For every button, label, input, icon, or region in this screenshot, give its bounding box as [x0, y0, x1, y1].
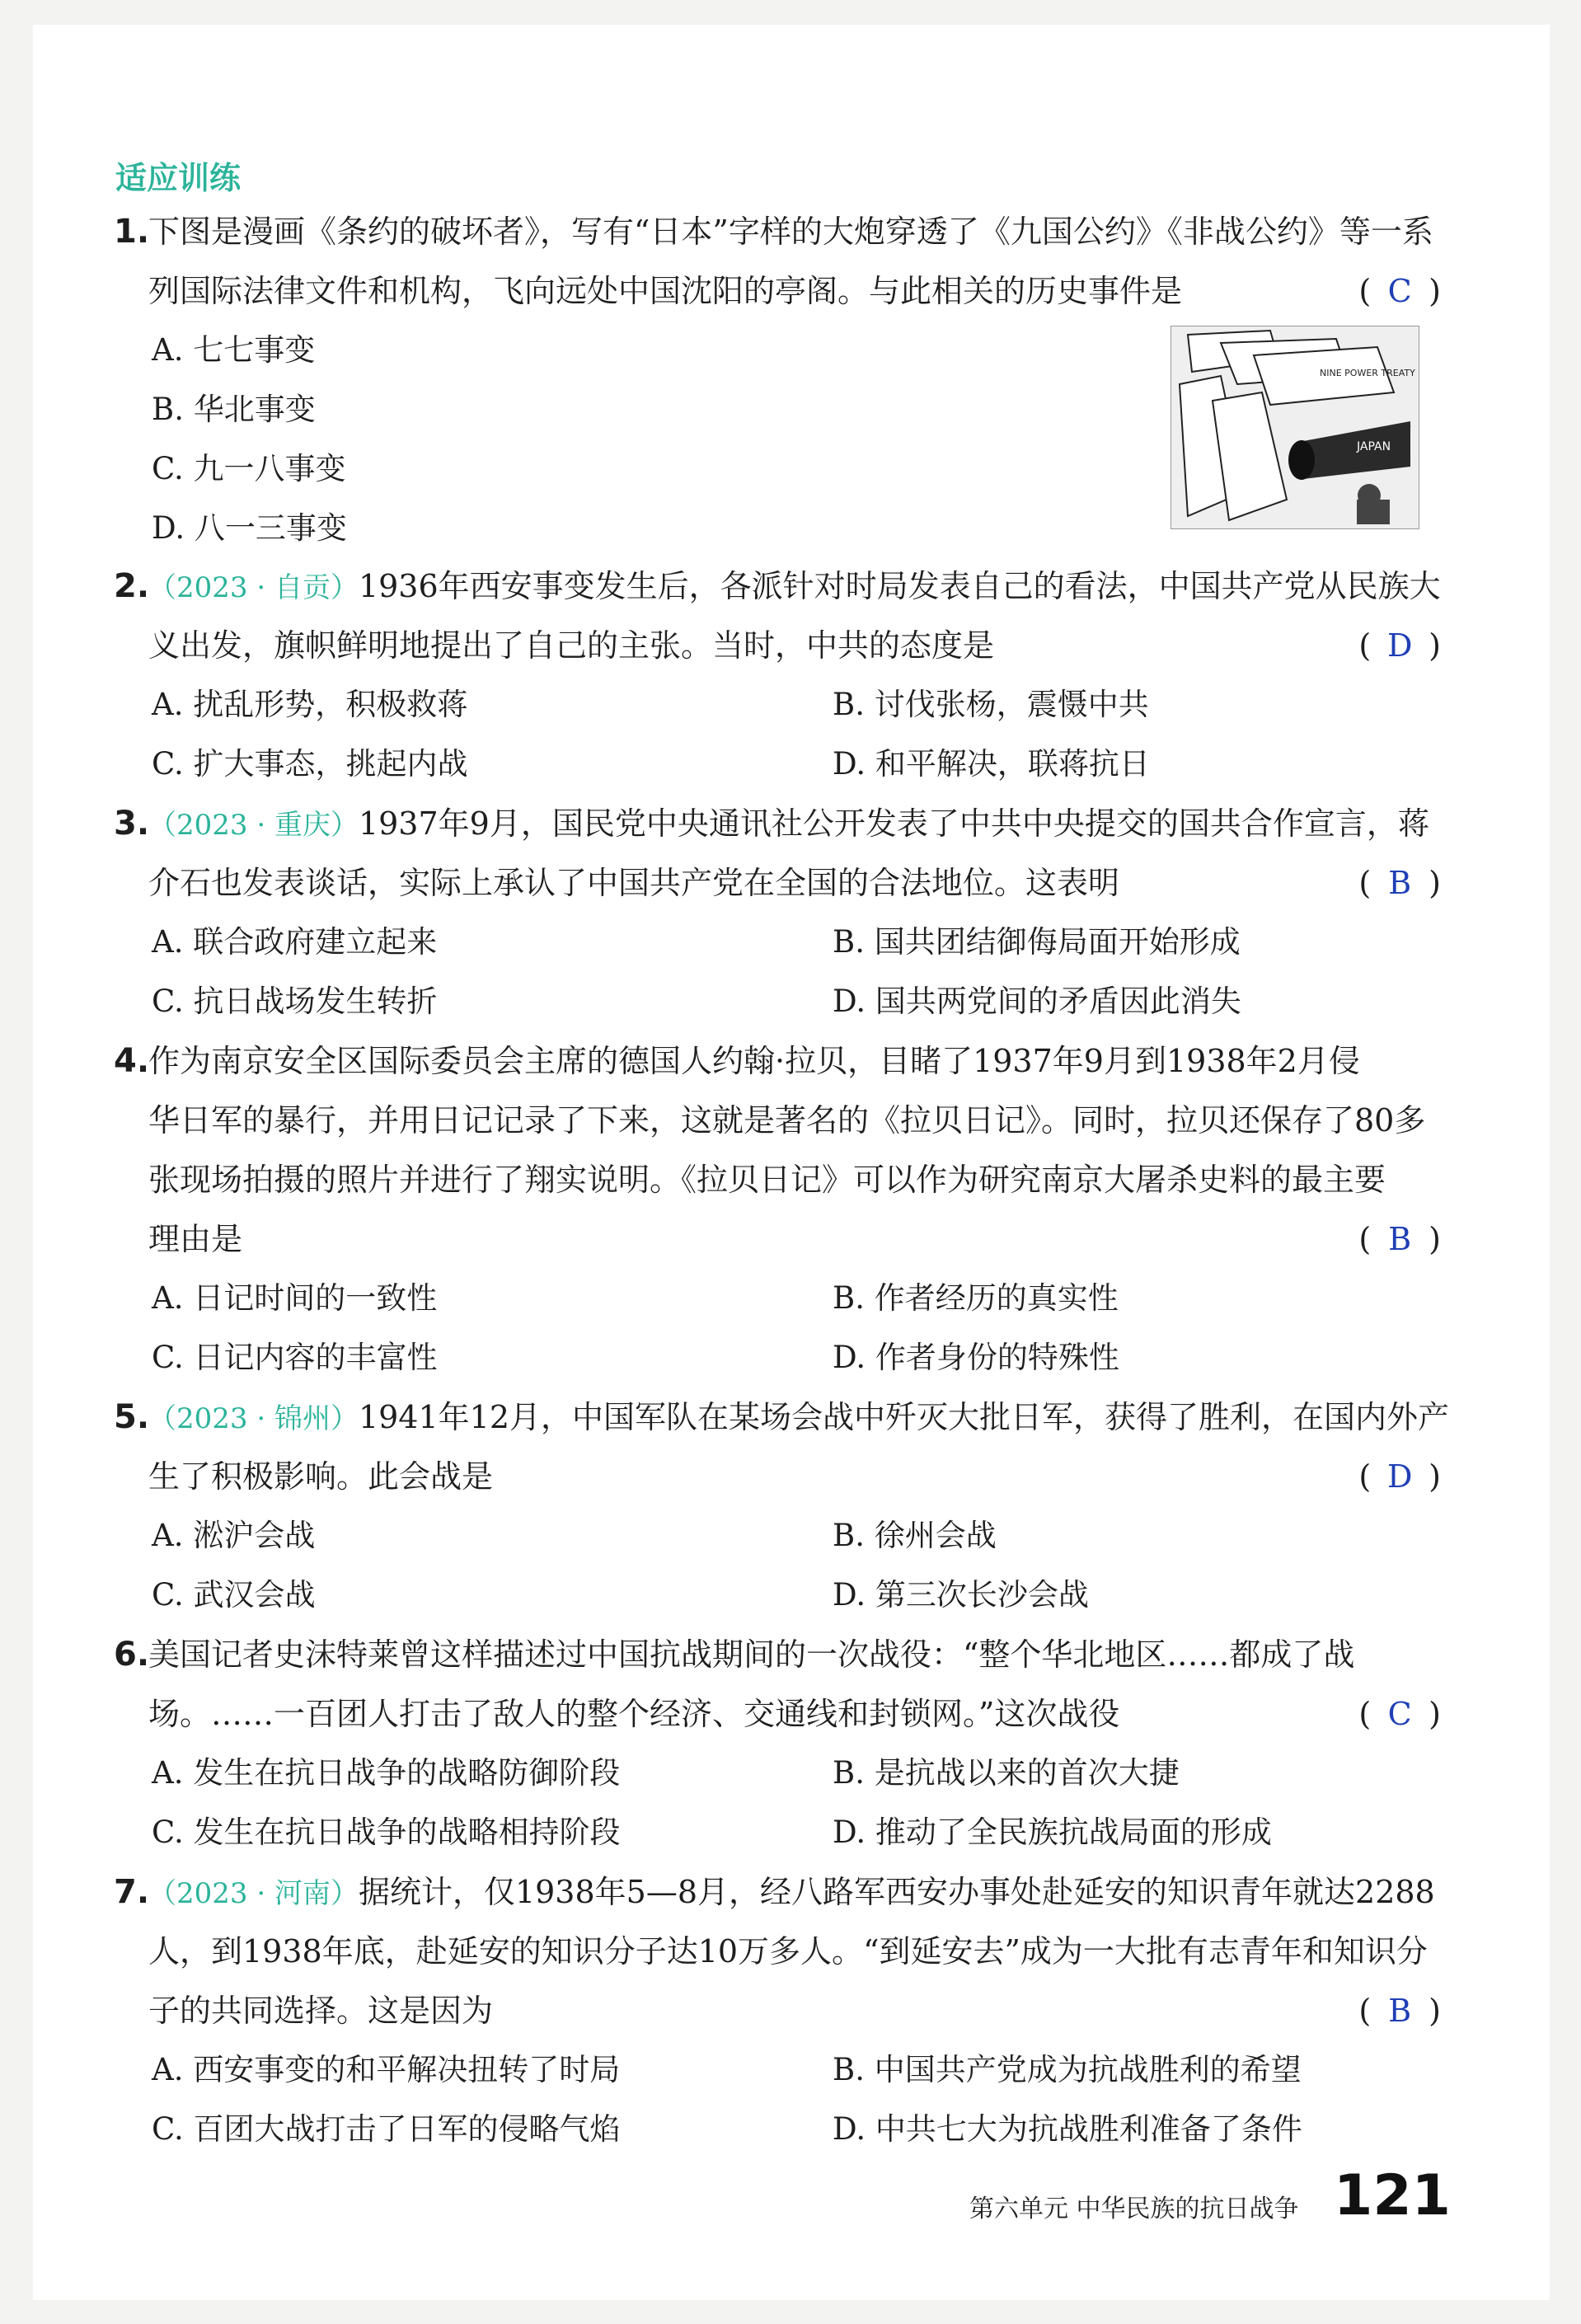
option-a: A. 发生在抗日战争的战略防御阶段: [152, 1755, 621, 1791]
question-stem: 场。……一百团人打击了敌人的整个经济、交通线和封锁网。”这次战役: [148, 1696, 1120, 1732]
option-a: A. 日记时间的一致性: [152, 1280, 438, 1316]
question-6: [114, 1625, 1441, 1862]
question-2: [114, 556, 1441, 794]
option-c: C. 九一八事变: [152, 451, 346, 486]
question-stem: 子的共同选择。这是因为: [148, 1993, 494, 2029]
option-b: B. 讨伐张杨，震慑中共: [833, 687, 1149, 722]
answer-bracket: ( C ): [1358, 261, 1441, 321]
answer-bracket: ( B ): [1358, 853, 1441, 913]
option-b: B. 中国共产党成为抗战胜利的希望: [833, 2052, 1302, 2087]
question-number: 1.: [114, 213, 150, 251]
question-stem: 人，到1938年底，赴延安的知识分子达10万多人。“到延安去”成为一大批有志青年和知识分: [148, 1933, 1428, 1970]
answer-bracket: ( B ): [1358, 1209, 1441, 1269]
option-a: A. 西安事变的和平解决扭转了时局: [152, 2052, 621, 2087]
question-stem: 义出发，旗帜鲜明地提出了自己的主张。当时，中共的态度是: [148, 627, 995, 664]
option-d: D. 第三次长沙会战: [833, 1577, 1089, 1613]
section-title: 适应训练: [115, 160, 242, 196]
source-tag: （2023 · 锦州）: [148, 1402, 359, 1435]
option-d: D. 国共两党间的矛盾因此消失: [833, 984, 1241, 1019]
question-stem: 1937年9月，国民党中央通讯社公开发表了中共中央提交的国共合作宣言，蒋: [358, 805, 1429, 842]
question-number: 7.: [114, 1873, 150, 1911]
option-c: C. 日记内容的丰富性: [152, 1340, 438, 1375]
question-5: [114, 1387, 1450, 1625]
question-stem: 据统计，仅1938年5—8月，经八路军西安办事处赴延安的知识青年就达2288: [358, 1874, 1435, 1910]
option-a: A. 七七事变: [152, 332, 316, 368]
option-d: D. 作者身份的特殊性: [833, 1340, 1119, 1375]
question-stem: 作为南京安全区国际委员会主席的德国人约翰·拉贝，目睹了1937年9月到1938年2月侵: [148, 1043, 1360, 1079]
source-tag: （2023 · 自贡）: [148, 571, 359, 604]
option-b: B. 是抗战以来的首次大捷: [833, 1755, 1180, 1791]
answer-bracket: ( D ): [1358, 1447, 1441, 1506]
answer-letter: B: [1388, 1993, 1412, 2029]
answer-bracket: ( C ): [1358, 1684, 1441, 1744]
option-b: B. 徐州会战: [833, 1518, 997, 1553]
question-stem: 生了积极影响。此会战是: [148, 1458, 494, 1495]
question-stem: 华日军的暴行，并用日记记录了下来，这就是著名的《拉贝日记》。同时，拉贝还保存了80多: [148, 1102, 1426, 1139]
source-tag: （2023 · 重庆）: [148, 809, 359, 842]
option-c: C. 抗日战场发生转折: [152, 984, 438, 1019]
question-stem: 列国际法律文件和机构，飞向远处中国沈阳的亭阁。与此相关的历史事件是: [148, 273, 1183, 309]
question-number: 2.: [114, 567, 150, 605]
question-stem: 1936年西安事变发生后，各派针对时局发表自己的看法，中国共产党从民族大: [358, 568, 1441, 604]
question-number: 4.: [114, 1042, 150, 1080]
option-d: D. 中共七大为抗战胜利准备了条件: [833, 2111, 1302, 2147]
answer-letter: C: [1387, 1696, 1412, 1732]
option-d: D. 八一三事变: [152, 510, 347, 546]
answer-bracket: ( B ): [1358, 1981, 1441, 2040]
question-stem: 理由是: [148, 1221, 243, 1257]
question-stem: 介石也发表谈话，实际上承认了中国共产党在全国的合法地位。这表明: [148, 865, 1120, 901]
treaty-breaker-cartoon: [1171, 326, 1419, 529]
answer-letter: B: [1388, 865, 1412, 901]
option-a: A. 扰乱形势，积极救蒋: [152, 687, 468, 722]
cannon-label: JAPAN: [1357, 440, 1391, 453]
question-stem: 下图是漫画《条约的破坏者》，写有“日本”字样的大炮穿透了《九国公约》《非战公约》等一系: [148, 214, 1433, 250]
question-number: 6.: [114, 1636, 150, 1674]
question-7: [114, 1862, 1441, 2159]
question-stem: 1941年12月，中国军队在某场会战中歼灭大批日军，获得了胜利，在国内外产: [358, 1399, 1450, 1435]
option-b: B. 国共团结御侮局面开始形成: [833, 924, 1241, 960]
answer-letter: D: [1386, 1458, 1413, 1495]
question-stem: 张现场拍摄的照片并进行了翔实说明。《拉贝日记》可以作为研究南京大屠杀史料的最主要: [148, 1162, 1386, 1198]
page-number: 121: [1334, 2163, 1451, 2228]
source-tag: （2023 · 河南）: [148, 1877, 359, 1910]
option-a: A. 淞沪会战: [152, 1518, 316, 1553]
option-a: A. 联合政府建立起来: [152, 924, 438, 960]
option-d: D. 推动了全民族抗战局面的形成: [833, 1815, 1272, 1850]
option-b: B. 作者经历的真实性: [833, 1280, 1119, 1316]
option-c: C. 武汉会战: [152, 1577, 316, 1613]
answer-letter: D: [1386, 627, 1413, 664]
question-number: 3.: [114, 805, 150, 843]
option-c: C. 百团大战打击了日军的侵略气焰: [152, 2111, 621, 2147]
question-3: [114, 794, 1441, 1031]
option-c: C. 扩大事态，挑起内战: [152, 746, 468, 782]
question-stem: 美国记者史沫特莱曾这样描述过中国抗战期间的一次战役：“整个华北地区……都成了战: [148, 1636, 1355, 1673]
question-4: [114, 1031, 1441, 1387]
answer-bracket: ( D ): [1358, 616, 1441, 675]
answer-letter: B: [1388, 1221, 1412, 1257]
option-d: D. 和平解决，联蒋抗日: [833, 746, 1150, 782]
option-b: B. 华北事变: [152, 392, 316, 427]
question-number: 5.: [114, 1398, 150, 1436]
cartoon-drawing: [1171, 326, 1419, 528]
treaty-label: NINE POWER TREATY: [1320, 368, 1415, 378]
answer-letter: C: [1387, 273, 1412, 309]
footer-unit-title: 第六单元 中华民族的抗日战争: [969, 2195, 1299, 2223]
option-c: C. 发生在抗日战争的战略相持阶段: [152, 1815, 621, 1850]
